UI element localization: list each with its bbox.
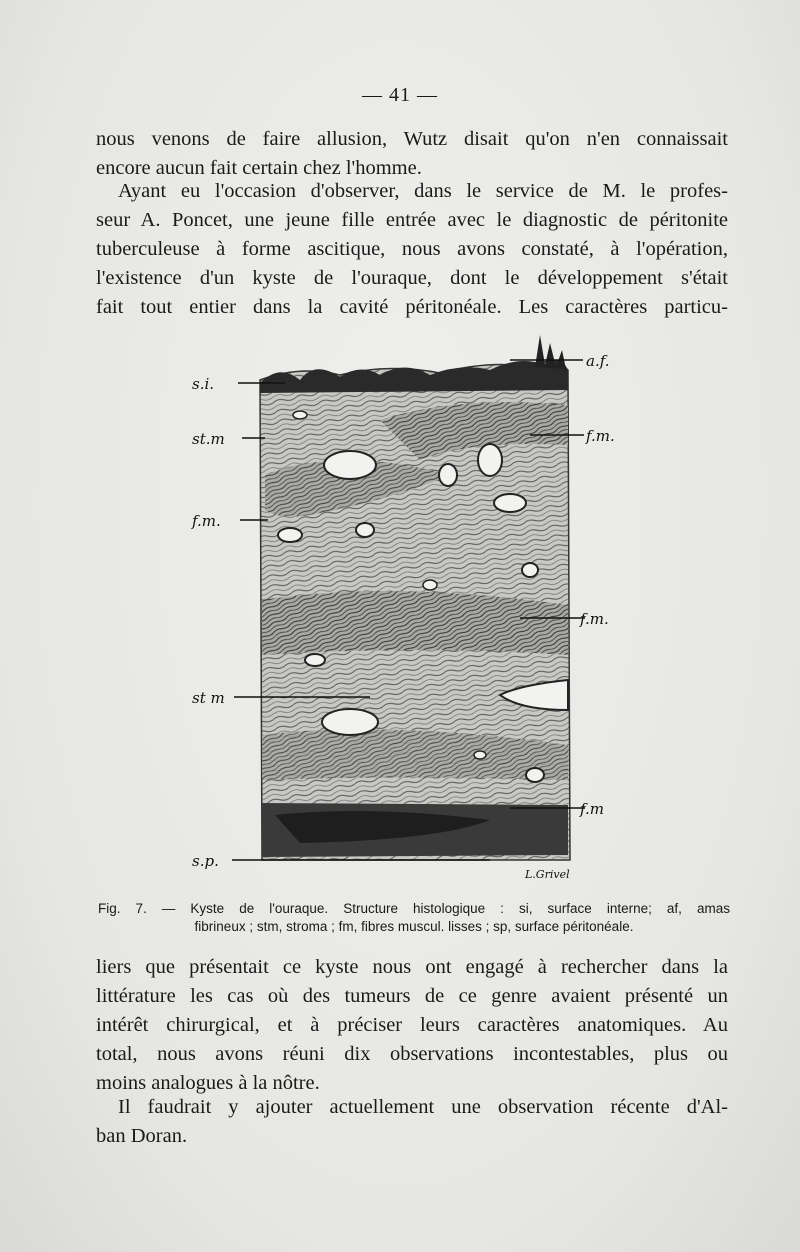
text-line: intérêt chirurgical, et à préciser leurs caractères anatomiques. Au xyxy=(96,1014,728,1036)
text-line: moins analogues à la nôtre. xyxy=(96,1072,320,1094)
label-af: a.f. xyxy=(586,352,610,370)
text-line: nous venons de faire allusion, Wutz disait qu'on n'en connaissait xyxy=(96,128,728,150)
text-line: encore aucun fait certain chez l'homme. xyxy=(96,157,422,179)
paragraph-3 xyxy=(96,953,728,1098)
text-line: fait tout entier dans la cavité péritonéale. Les caractères particu- xyxy=(96,296,728,318)
text-line: Ayant eu l'occasion d'observer, dans le service de M. le profes- xyxy=(118,180,728,202)
text-line: Il faudrait y ajouter actuellement une observation récente d'Al- xyxy=(118,1096,728,1118)
histology-illustration xyxy=(190,325,615,890)
label-sp: s.p. xyxy=(192,852,219,870)
caption-line: fibrineux ; stm, stroma ; fm, fibres muscul. lisses ; sp, surface péritonéale. xyxy=(194,919,634,934)
text-line: seur A. Poncet, une jeune fille entrée avec le diagnostic de péritonite xyxy=(96,209,728,231)
text-line: total, nous avons réuni dix observations incontestables, plus ou xyxy=(96,1043,728,1065)
label-fm-2: f.m. xyxy=(586,427,615,445)
label-stm-1: st.m xyxy=(192,430,225,448)
paragraph-4 xyxy=(96,1093,728,1151)
text-line: l'existence d'un kyste de l'ouraque, dont le développement s'était xyxy=(96,267,728,289)
paragraph-1 xyxy=(96,125,728,183)
label-fm-3: f.m. xyxy=(580,610,609,628)
label-si: s.i. xyxy=(192,375,215,393)
page-number: — 41 — xyxy=(362,84,438,106)
text-line: littérature les cas où des tumeurs de ce genre avaient présenté un xyxy=(96,985,728,1007)
label-stm-2: st m xyxy=(192,689,225,707)
text-line: tuberculeuse à forme ascitique, nous avons constaté, à l'opération, xyxy=(96,238,728,260)
label-fm-4: f.m xyxy=(580,800,605,818)
label-fm-1: f.m. xyxy=(192,512,221,530)
caption-line: Fig. 7. — Kyste de l'ouraque. Structure histologique : si, surface interne; af, amas xyxy=(98,901,730,916)
text-line: liers que présentait ce kyste nous ont engagé à rechercher dans la xyxy=(96,956,728,978)
figure-caption xyxy=(98,900,730,936)
histology-figure xyxy=(190,325,615,890)
paragraph-2 xyxy=(96,177,728,322)
illustrator-signature: L.Grivel xyxy=(525,868,570,881)
text-line: ban Doran. xyxy=(96,1125,188,1147)
